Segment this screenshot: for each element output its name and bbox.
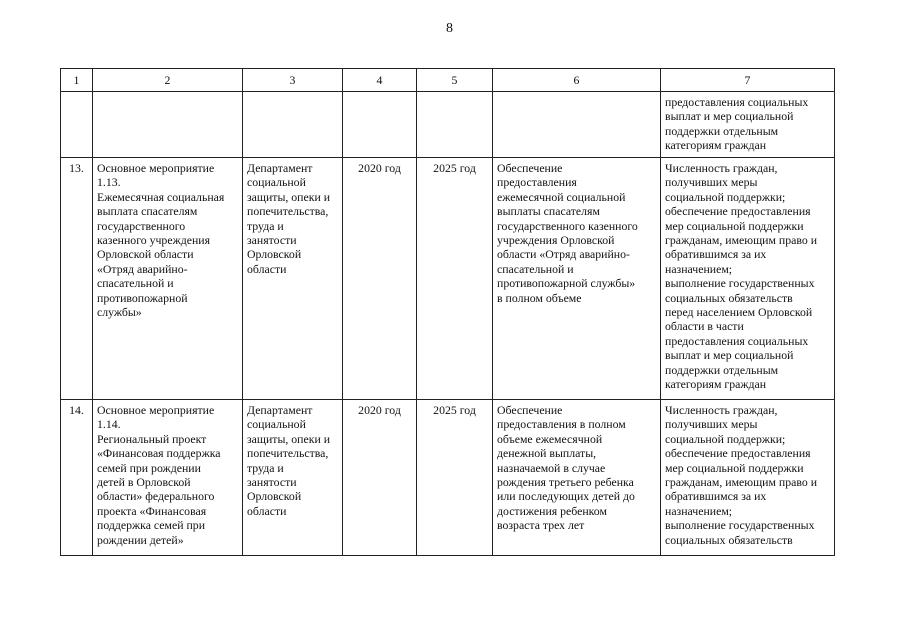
table-header-row xyxy=(61,69,835,92)
row-number xyxy=(61,92,93,158)
start-year-cell: 2020 год xyxy=(343,158,417,400)
column-header: 5 xyxy=(417,69,493,92)
page-number: 8 xyxy=(446,21,453,36)
end-year-cell: 2025 год xyxy=(417,158,493,400)
row-number: 14. xyxy=(61,400,93,556)
executor-cell: Департамент социальной защиты, опеки и попечительства, труда и занятости Орловской области xyxy=(243,158,343,400)
indicators-cell: Численность граждан, получивших меры социальной поддержки; обеспечение предоставления мер социальной поддержки гражданам, имеющим право и обратившимся за их назначением; выполнение государственных социальных обязательств xyxy=(661,400,835,556)
activity-cell xyxy=(93,92,243,158)
indicators-cell: предоставления социальных выплат и мер социальной поддержки отдельным категориям граждан xyxy=(661,92,835,158)
table-row xyxy=(61,158,835,400)
column-header: 6 xyxy=(493,69,661,92)
row-number: 13. xyxy=(61,158,93,400)
executor-cell xyxy=(243,92,343,158)
start-year-cell: 2020 год xyxy=(343,400,417,556)
start-year-cell xyxy=(343,92,417,158)
table-row xyxy=(61,92,835,158)
column-header: 4 xyxy=(343,69,417,92)
result-cell: Обеспечение предоставления ежемесячной социальной выплаты спасателям государственного казенного учреждения Орловской области «Отряд аварийно- спасательной и противопожарной службы» в полном объеме xyxy=(493,158,661,400)
column-header: 2 xyxy=(93,69,243,92)
activity-cell: Основное мероприятие 1.14. Региональный проект «Финансовая поддержка семей при рождении детей в Орловской области» федерального проекта «Финансовая поддержка семей при рождении детей» xyxy=(93,400,243,556)
indicators-cell: Численность граждан, получивших меры социальной поддержки; обеспечение предоставления мер социальной поддержки гражданам, имеющим право и обратившимся за их назначением; выполнение государственных социальных обязательств перед населением Орловской области в части предоставления социальных выплат и мер социальной поддержки отдельным категориям граждан xyxy=(661,158,835,400)
table-row xyxy=(61,400,835,556)
result-cell: Обеспечение предоставления в полном объеме ежемесячной денежной выплаты, назначаемой в случае рождения третьего ребенка или последующих детей до достижения ребенком возраста трех лет xyxy=(493,400,661,556)
program-table xyxy=(60,68,835,556)
result-cell xyxy=(493,92,661,158)
end-year-cell xyxy=(417,92,493,158)
column-header: 1 xyxy=(61,69,93,92)
executor-cell: Департамент социальной защиты, опеки и попечительства, труда и занятости Орловской области xyxy=(243,400,343,556)
column-header: 3 xyxy=(243,69,343,92)
column-header: 7 xyxy=(661,69,835,92)
end-year-cell: 2025 год xyxy=(417,400,493,556)
activity-cell: Основное мероприятие 1.13. Ежемесячная социальная выплата спасателям государственного казенного учреждения Орловской области «Отряд аварийно- спасательной и противопожарной службы» xyxy=(93,158,243,400)
